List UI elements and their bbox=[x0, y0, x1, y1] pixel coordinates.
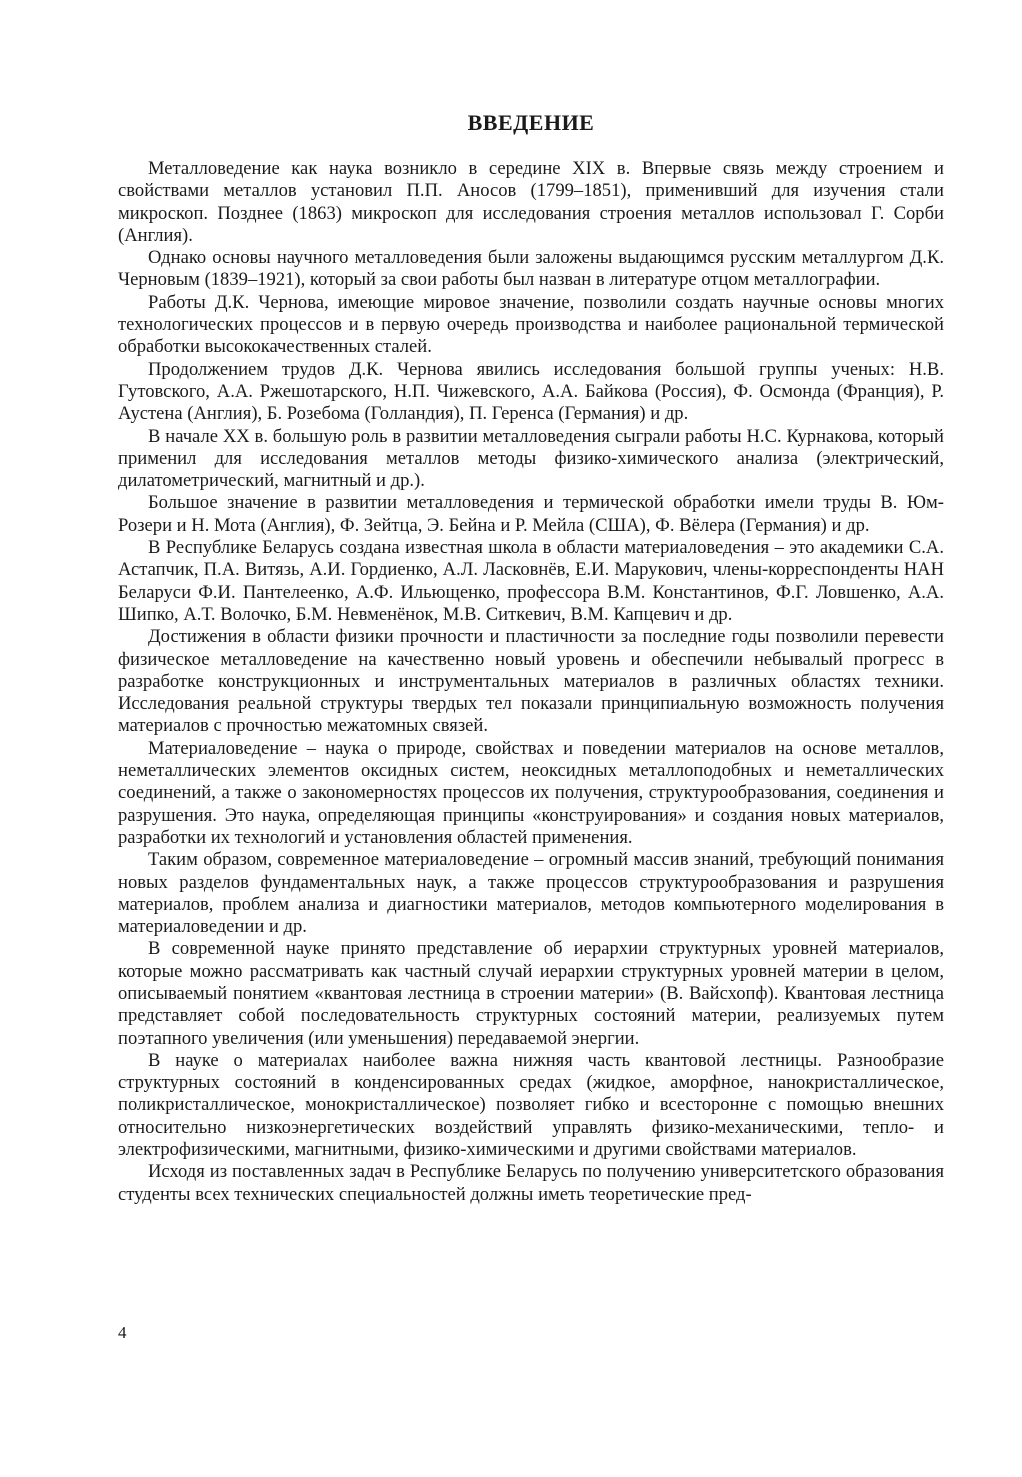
paragraph: В науке о материалах наиболее важна нижняя часть квантовой лестницы. Разнообразие структурных состояний в конденсированных средах (жидкое, аморфное, нанокристаллическое, поликристаллическое, монокристаллическое) позволяет гибко и всесторонне с помощью внешних относительно низкоэнергетических воздействий управлять физико-механическими, тепло- и электрофизическими, магнитными, физико-химическими и другими свойствами материалов. bbox=[118, 1049, 944, 1161]
paragraph: Однако основы научного металловедения были заложены выдающимся русским металлургом Д.К. Черновым (1839–1921), который за свои работы был назван в литературе отцом металлографии. bbox=[118, 247, 944, 291]
paragraph: Работы Д.К. Чернова, имеющие мировое значение, позволили создать научные основы многих технологических процессов и в первую очередь производства и наиболее рациональной термической обработки высококачественных сталей. bbox=[118, 291, 944, 358]
paragraph: Продолжением трудов Д.К. Чернова явились исследования большой группы ученых: Н.В. Гутовского, А.А. Ржешотарского, Н.П. Чижевского, А.А. Байкова (Россия), Ф. Осмонда (Франция), Р. Аустена (Англия), Б. Розебома (Голландия), П. Геренса (Германия) и др. bbox=[118, 358, 944, 425]
paragraph: Таким образом, современное материаловедение – огромный массив знаний, требующий понимания новых разделов фундаментальных наук, а также процессов структурообразования и разрушения материалов, проблем анализа и диагностики материалов, методов компьютерного моделирования в материаловедении и др. bbox=[118, 849, 944, 938]
paragraph: В Республике Беларусь создана известная школа в области материаловедения – это академики С.А. Астапчик, П.А. Витязь, А.И. Гордиенко, А.Л. Ласковнёв, Е.И. Марукович, члены-корреспонденты НАН Беларуси Ф.И. Пантелеенко, А.Ф. Ильющенко, профессора В.М. Константинов, Ф.Г. Ловшенко, А.А. Шипко, А.Т. Волочко, Б.М. Невменёнок, М.В. Ситкевич, В.М. Капцевич и др. bbox=[118, 537, 944, 625]
text-body bbox=[118, 158, 944, 1206]
paragraph: Металловедение как наука возникло в середине XIX в. Впервые связь между строением и свойствами металлов установил П.П. Аносов (1799–1851), применивший для изучения стали микроскоп. Позднее (1863) микроскоп для исследования строения металлов использовал Г. Сорби (Англия). bbox=[118, 158, 944, 246]
paragraph: В современной науке принято представление об иерархии структурных уровней материалов, которые можно рассматривать как частный случай иерархии структурных уровней материи в целом, описываемый понятием «квантовая лестница в строении материи» (В. Вайсхопф). Квантовая лестница представляет собой последовательность структурных состояний материи, реализуемых путем поэтапного увеличения (или уменьшения) передаваемой энергии. bbox=[118, 938, 944, 1049]
paragraph: Материаловедение – наука о природе, свойствах и поведении материалов на основе металлов, неметаллических элементов оксидных систем, неоксидных металлоподобных и неметаллических соединений, а также о закономерностях процессов их получения, структурообразования, соединения и разрушения. Это наука, определяющая принципы «конструирования» и создания новых материалов, разработки их технологий и установления областей применения. bbox=[118, 737, 944, 848]
paragraph: Большое значение в развитии металловедения и термической обработки имели труды В. Юм-Розери и Н. Мота (Англия), Ф. Зейтца, Э. Бейна и Р. Мейла (США), Ф. Вёлера (Германия) и др. bbox=[118, 492, 944, 536]
page-title: ВВЕДЕНИЕ bbox=[467, 110, 595, 135]
paragraph: В начале XX в. большую роль в развитии металловедения сыграли работы Н.С. Курнакова, который применил для исследования металлов методы физико-химического анализа (электрический, дилатометрический, магнитный и др.). bbox=[118, 425, 944, 492]
paragraph: Исходя из поставленных задач в Республике Беларусь по получению университетского образования студенты всех технических специальностей должны иметь теоретические пред- bbox=[118, 1161, 944, 1205]
page-number: 4 bbox=[118, 1323, 127, 1342]
paragraph: Достижения в области физики прочности и пластичности за последние годы позволили перевести физическое металловедение на качественно новый уровень и обеспечили небывалый прогресс в разработке конструкционных и инструментальных материалов в различных областях техники. Исследования реальной структуры твердых тел показали принципиальную возможность получения материалов с прочностью межатомных связей. bbox=[118, 626, 944, 737]
page-body bbox=[118, 108, 944, 1206]
